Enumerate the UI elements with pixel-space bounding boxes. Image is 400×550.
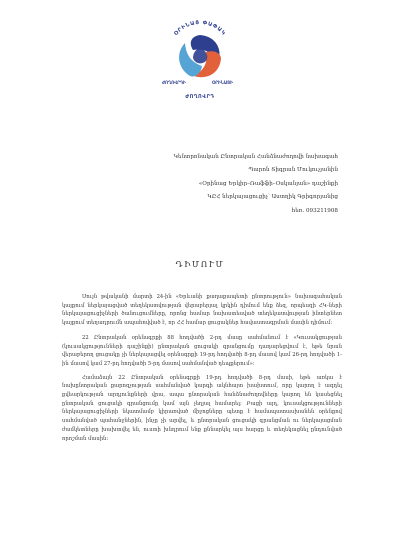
logo-bottom-text: ԺՈՂՈՎՐԴ (185, 94, 215, 100)
logo-top-text: ՕՐԻՆԱՑ ՓԱՓԱԿ (173, 19, 227, 37)
addressee-line: Պարոն Տիգրան Մուկուչյանին (248, 167, 338, 174)
party-logo-graphic (160, 12, 240, 104)
addressee-line: «Օրինաց Երկիր–Ռաֆֆի–Օսկանյան» դաշինքի (198, 180, 338, 187)
document-title: ԴԻՄՈՒՄ (175, 259, 225, 269)
party-logo (160, 12, 240, 104)
addressee-block (78, 151, 338, 218)
addressee-line: Կենտրոնական Ընտրական Հանձնաժողովի նախագահ (173, 154, 338, 160)
body-paragraph: Սույն թվականի մարտի 24-ին «Երևանի քաղաքապետի ընտրություն» նախագահական կայքում ներկայացված տեղեկատվության վերաբերյալ կրկին դիմում ենք ձեզ, որպեսզի ՀԿ-ների ներկայացուցիչների ծանուցումները, որոնց համար նախատեսված տեղեկատվության ինտերնետ կայքում տեղադրումն ապահովված է, որ ՀՀ համար ցուցակներ հավաստագրման մասին դիմում։ (62, 294, 342, 327)
document-body (62, 293, 342, 449)
svg-text:ՕՐԻՆԱՑ ՓԱՓԱԿ (173, 20, 227, 37)
body-paragraph: Համաձայն 22 Ընտրական օրենսգրքի 19-րդ հոդվածի 8-րդ մասի, եթե առկա է նախընտրական քարոզչության սահմանված կարգի ակնհայտ խախտում, որը կարող է ազդել քվեարկության արդյունքների վրա, ապա ընտրական հանձնաժողովները կարող են կասեցնել ընտրական ցուցակի գրանցումը կամ այն չեղյալ համարել։ Բացի այդ, կուսակցությունների ներկայացուցիչների նկատմամբ կիրառված միջոցները պետք է համապատասխանեն օրենքով սահմանված պահանջներին, ինչը չի արվել, և ընտրական ցուցակի գրանցման ու ներկայացման ժամկետները խախտվել են, ուստի խնդրում ենք քննարկել այս հարցը և տեղեկացնել ընդունված որոշման մասին։ (62, 374, 342, 442)
body-paragraph: 22 Ընտրական օրենսգրքի 88 հոդվածի 2-րդ մասը սահմանում է «Կուսակցության (կուսակցությունների դաշինքի) ընտրական ցուցակի գրանցումը դադարեցվում է, եթե նրան վերաբերող ցուցակը չի ներկայացվել օրենսգրքի 19-րդ հոդվածի 8-րդ մասով կամ 26-րդ հոդվածի 1-ին մասով կամ 27-րդ հոդվածի 5-րդ մասով սահմանված դեպքերում»։ (62, 334, 342, 367)
addressee-line: ԿԸՀ ներկայացուցիչ՝ Աստղիկ Գրիգորյանից (207, 194, 338, 201)
logo-right-text: ՕՐԻՆԱՑԻ (212, 80, 233, 85)
logo-left-text: ԺՈՂՈՎՐԴԻ (162, 80, 186, 85)
addressee-line: հեռ. 093211908 (291, 207, 338, 214)
